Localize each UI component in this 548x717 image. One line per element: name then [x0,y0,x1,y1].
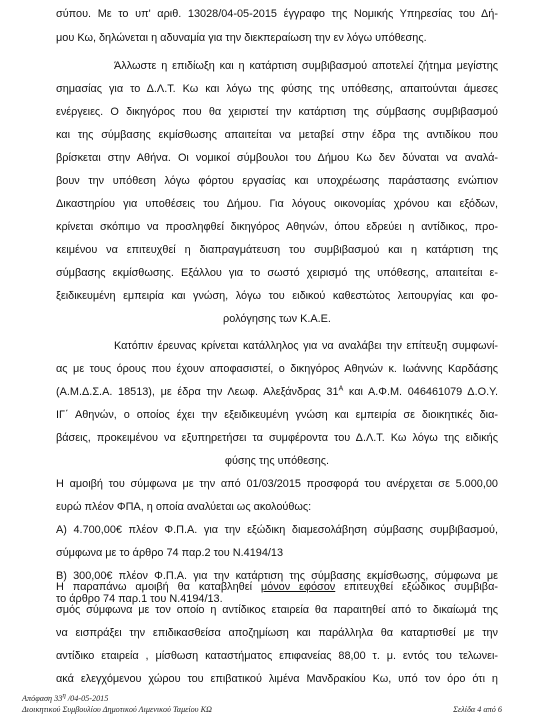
text-line: Α) 4.700,00€ πλέον Φ.Π.Α. για την εξώδικη διαμεσολάβηση σύμβασης συμβιβασμού, [56,524,498,536]
text-line: βουν την υπόθεση λόγω φόρτου εργασίας και υποχρέωσης παράστασης ενώπιον [56,175,498,187]
superscript: Α [338,385,344,393]
text-line [56,580,498,594]
text-segment: (Α.Μ.Δ.Σ.Α. 18513), με έδρα την Λεωφ. Αλεξάνδρας 31 [56,386,339,398]
text-line: ας με τους όρους που έχουν αποφασιστεί, ο δικηγόρος Αθηνών κ. Ιωάννης Καρδάσης [56,363,498,375]
text-line: μου Κω, δηλώνεται η αδυναμία για την διεκπεραίωση την εν λόγω υπόθεσης. [56,32,427,44]
text-line: ρολόγησης των Κ.Α.Ε. [223,313,331,325]
text-line: Άλλωστε η επιδίωξη και η κατάρτιση συμβιβασμού αποτελεί ζήτημα μεγίστης [114,60,498,72]
text-line: Β) 300,00€ πλέον Φ.Π.Α. για την κατάρτιση της σύμβασης εκμίσθωσης, σύμφωνα με [56,570,498,582]
text-line: ΙΓ΄ Αθηνών, ο οποίος έχει την εξειδικευμένη γνώση και εμπειρία σε διοικητικές δια- [56,409,498,421]
text-line: να εισπράξει την επιδικασθείσα αποζημίωση και παράλληλα θα καταρτισθεί με την [56,627,498,639]
text-line: και της σύμβασης εκμίσθωσης απαιτείται να μεταβεί στην έδρα της αντιδίκου που [56,129,498,141]
text-segment: Η παραπάνω αμοιβή θα καταβληθεί [56,581,261,593]
text-segment: και Α.Φ.Μ. 046461079 Δ.Ο.Υ. [343,386,498,398]
footer-line-1 [22,691,524,704]
text-line: ξειδικευμένη εμπειρία και γνώση, λόγω του ειδικού καθεστώτος λειτουργίας και φο- [56,290,498,302]
text-line: βάσεις, προκειμένου να εξυπηρετήσει τα συμφέροντα του Δ.Λ.Τ. Κω λόγω της ειδικής [56,432,498,444]
text-line: φύσης της υπόθεσης. [224,455,330,467]
superscript: η [62,691,66,700]
decision-reference: Απόφαση 33 [22,694,63,703]
decision-date: /04-05-2015 [65,694,109,703]
board-name: Διοικητικού Συμβουλίου Δημοτικού Λιμενικού Ταμείου ΚΩ [22,705,212,714]
page-number: Σελίδα 4 από 6 [453,705,502,714]
text-line: Κατόπιν έρευνας κρίνεται κατάλληλος για να αναλάβει την επίτευξη συμφωνί- [114,340,498,352]
text-line: σύμβασης εκμίσθωσης. Εξάλλου για το σωστό χειρισμό της υπόθεσης, απαιτείται ε- [56,267,498,279]
text-segment: επιτευχθεί εξώδικος συμβιβα- [335,581,498,593]
text-line: ακά ελεγχόμενου χώρου του επιβατικού λιμένα Μανδρακίου Κω, υπό τον όρο ότι η [56,673,498,685]
text-line: σύπου. Με το υπ' αριθ. 13028/04-05-2015 έγγραφο της Νομικής Υπηρεσίας του Δή- [56,8,498,20]
text-line: Η αμοιβή του σύμφωνα με την από 01/03/2015 προσφορά του ανέρχεται σε 5.000,00 [56,478,498,490]
text-line: κρίνεται σκόπιμο να προσληφθεί δικηγόρος Αθηνών, όπου εδρεύει η αντίδικος, προ- [56,221,498,233]
text-line: ευρώ πλέον ΦΠΑ, η οποία αναλύεται ως ακολούθως: [56,501,312,513]
text-line: κειμένου να επιτευχθεί η διαπραγμάτευση του συμβιβασμού και η κατάρτιση της [56,244,498,256]
text-line: σημασίας για το Δ.Λ.Τ. Κω και λόγω της φύσης της υπόθεσης, απαιτούνται άμεσες [56,83,498,95]
text-line: το άρθρο 74 παρ.1 του Ν.4194/13. [56,593,223,605]
footer-line-2 [22,705,524,715]
text-line [56,385,498,399]
text-line: βρίσκεται στην Αθήνα. Οι νομικοί σύμβουλοι του Δήμου Κω δεν δύναται να αναλά- [56,152,498,164]
text-line: σύμφωνα με το άρθρο 74 παρ.2 του Ν.4194/13 [56,547,284,559]
text-line: ενέργειες. Ο δικηγόρος που θα χειριστεί την κατάρτιση της σύμβασης συμβιβασμού [56,106,498,118]
text-line: αντίδικο εταιρεία , μίσθωση καταστήματος επιφανείας 88,00 τ. μ. εντός του τελωνει- [56,650,498,662]
text-line: σμός σύμφωνα με τον οποίο η αντίδικος εταιρεία θα παραιτηθεί από το δικαίωμά της [56,604,498,616]
text-line: Δικαστηρίου για υποθέσεις του Δήμου. Για λόγους οικονομίας χρόνου και εξόδων, [56,198,498,210]
underlined-text: μόνον εφόσον [260,581,336,593]
